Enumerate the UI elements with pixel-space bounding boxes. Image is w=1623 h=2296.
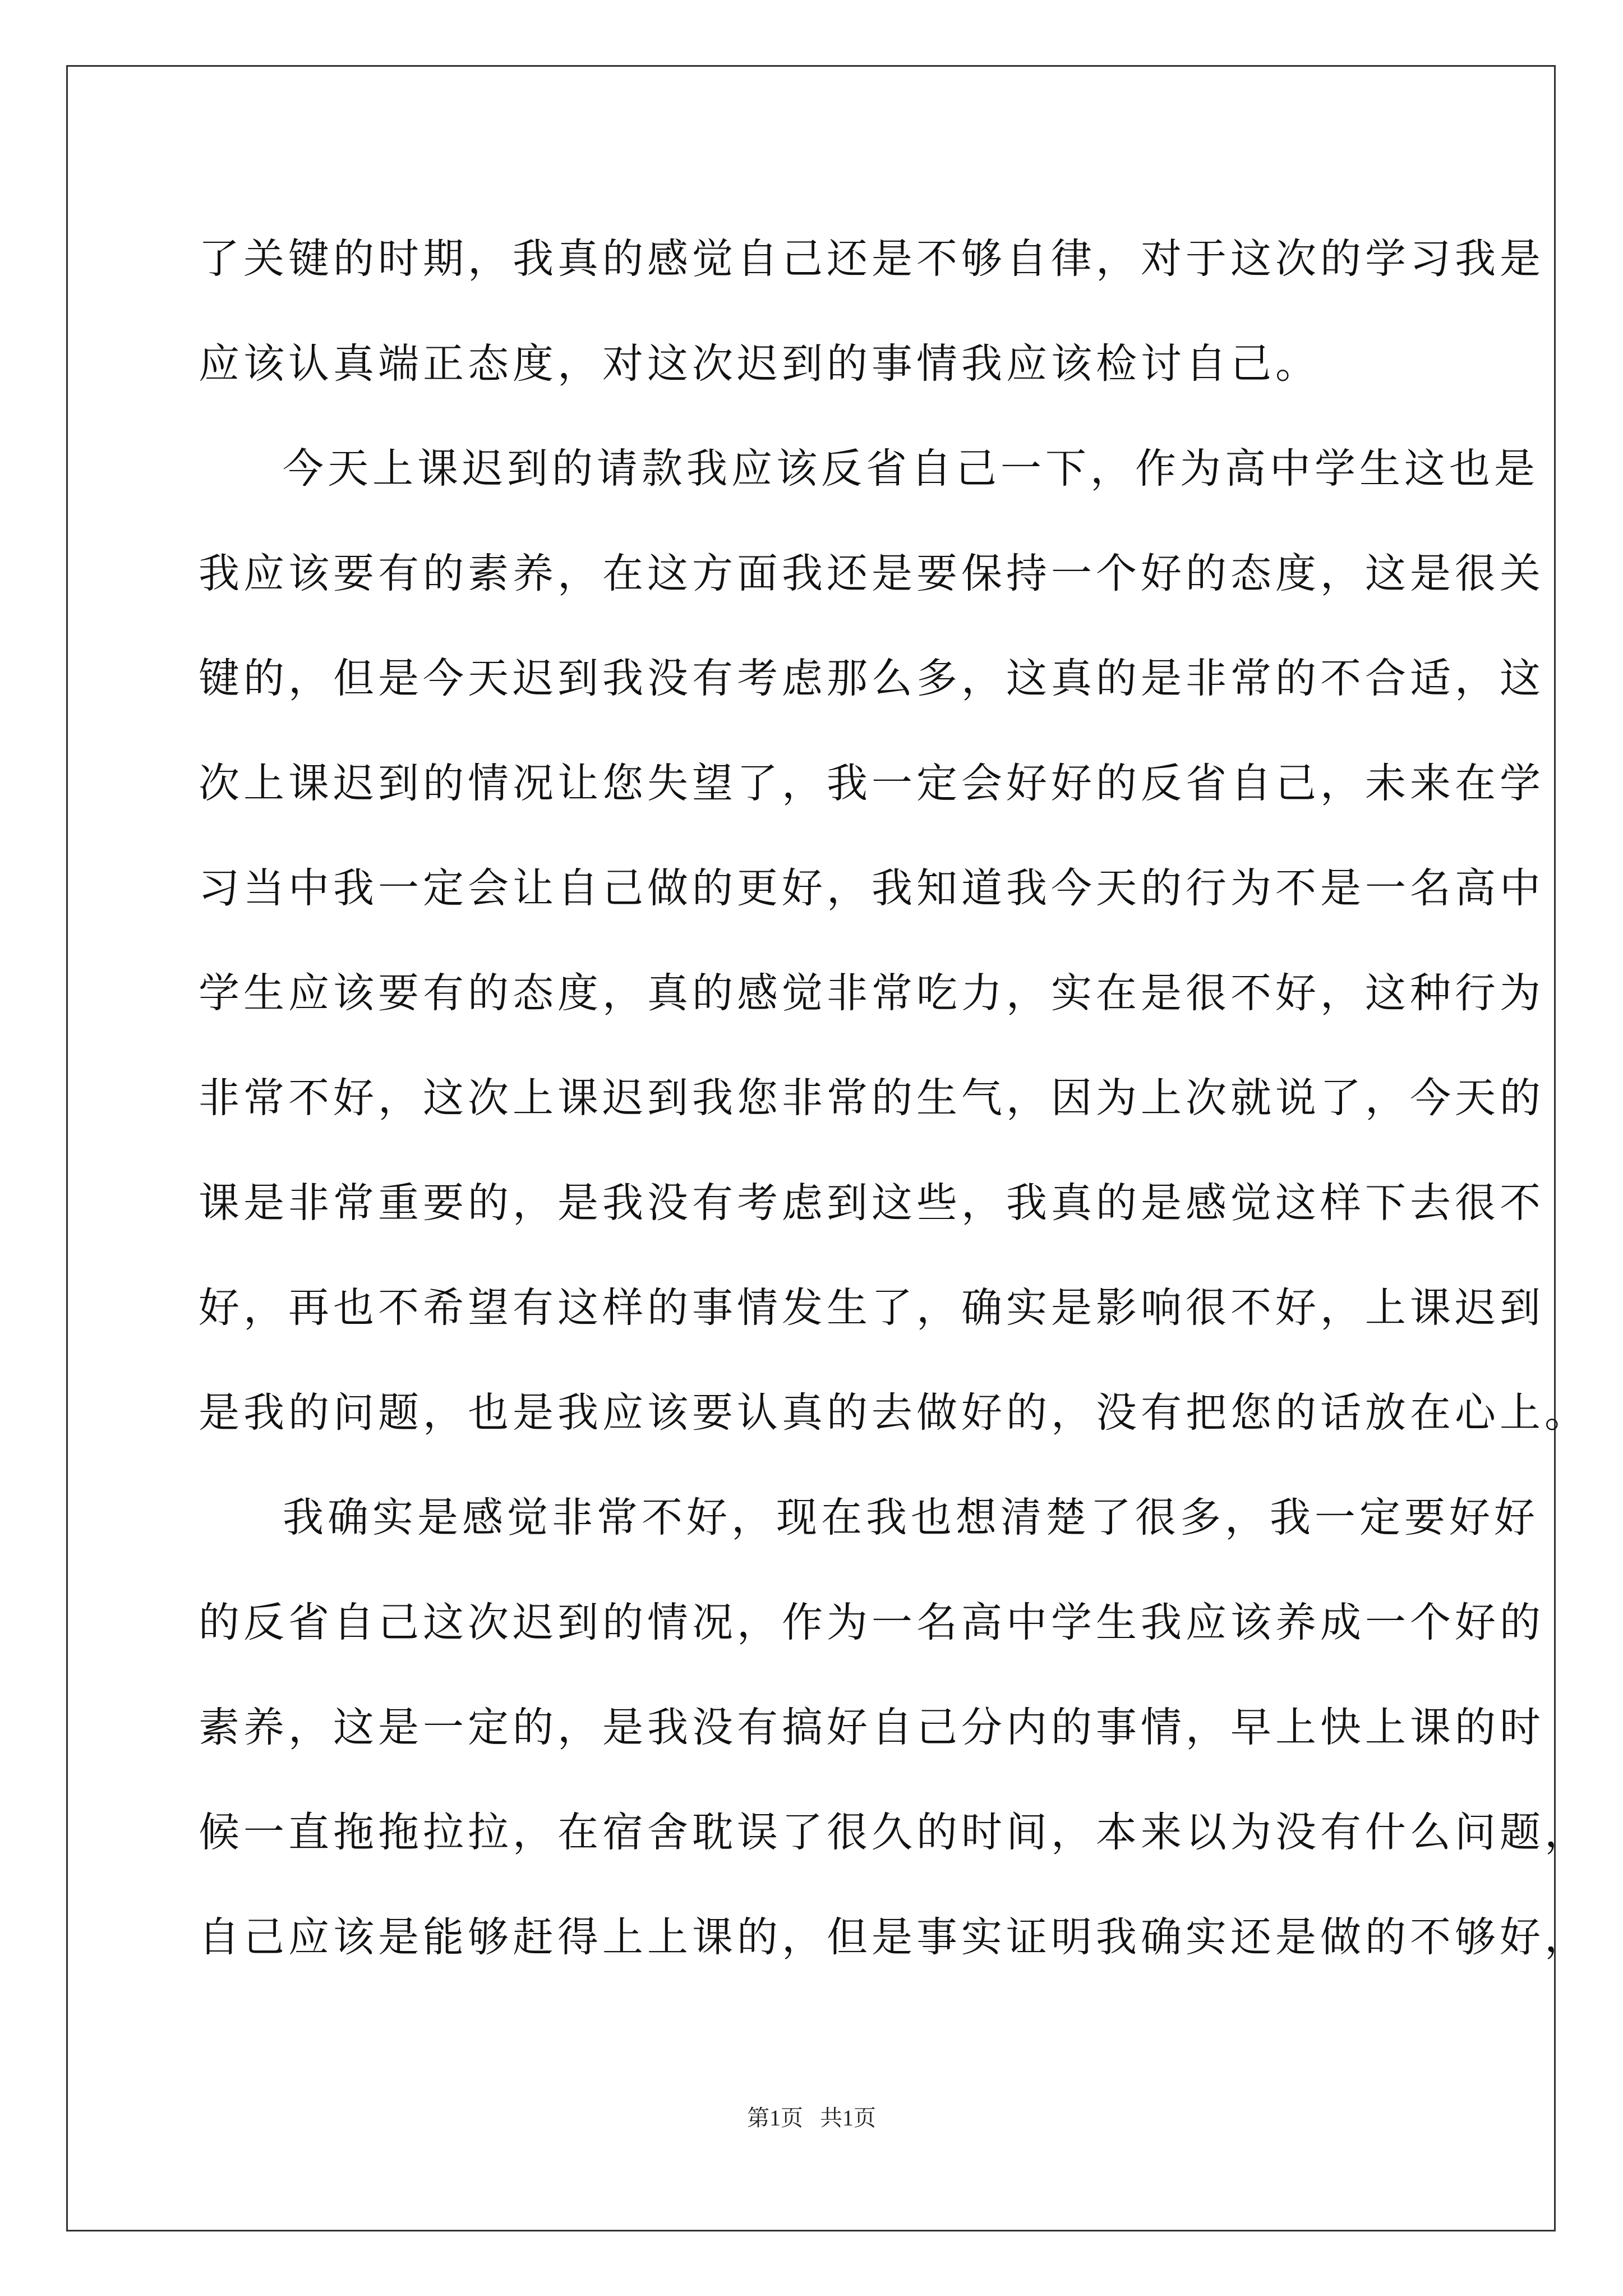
text-line: 是我的问题，也是我应该要认真的去做好的，没有把您的话放在心上。 bbox=[199, 1389, 1589, 1437]
text-line: 键的，但是今天迟到我没有考虑那么多，这真的是非常的不合适，这 bbox=[199, 655, 1544, 702]
text-line: 素养，这是一定的，是我没有搞好自己分内的事情，早上快上课的时 bbox=[199, 1704, 1544, 1751]
document-body bbox=[199, 206, 1589, 1990]
text-line: 应该认真端正态度，对这次迟到的事情我应该检讨自己。 bbox=[199, 340, 1320, 388]
page-footer bbox=[0, 2100, 1623, 2132]
text-line: 非常不好，这次上课迟到我您非常的生气，因为上次就说了，今天的 bbox=[199, 1074, 1544, 1122]
paragraph-start-line: 今天上课迟到的请款我应该反省自己一下，作为高中学生这也是 bbox=[283, 445, 1539, 493]
paragraph-start-line: 我确实是感觉非常不好，现在我也想清楚了很多，我一定要好好 bbox=[283, 1494, 1539, 1542]
text-line: 次上课迟到的情况让您失望了，我一定会好好的反省自己，未来在学 bbox=[199, 760, 1544, 807]
page-total: 共1页 bbox=[820, 2105, 876, 2131]
text-line: 候一直拖拖拉拉，在宿舍耽误了很久的时间，本来以为没有什么问题， bbox=[199, 1809, 1589, 1856]
text-line: 我应该要有的素养，在这方面我还是要保持一个好的态度，这是很关 bbox=[199, 550, 1544, 597]
text-line: 习当中我一定会让自己做的更好，我知道我今天的行为不是一名高中 bbox=[199, 864, 1544, 912]
text-line: 了关键的时期，我真的感觉自己还是不够自律，对于这次的学习我是 bbox=[199, 235, 1544, 283]
text-line: 课是非常重要的，是我没有考虑到这些，我真的是感觉这样下去很不 bbox=[199, 1179, 1544, 1227]
text-line: 好，再也不希望有这样的事情发生了，确实是影响很不好，上课迟到 bbox=[199, 1284, 1544, 1332]
text-line: 自己应该是能够赶得上上课的，但是事实证明我确实还是做的不够好， bbox=[199, 1913, 1589, 1961]
text-line: 的反省自己这次迟到的情况，作为一名高中学生我应该养成一个好的 bbox=[199, 1599, 1544, 1646]
text-line: 学生应该要有的态度，真的感觉非常吃力，实在是很不好，这种行为 bbox=[199, 969, 1544, 1017]
page-number: 第1页 bbox=[747, 2105, 803, 2131]
